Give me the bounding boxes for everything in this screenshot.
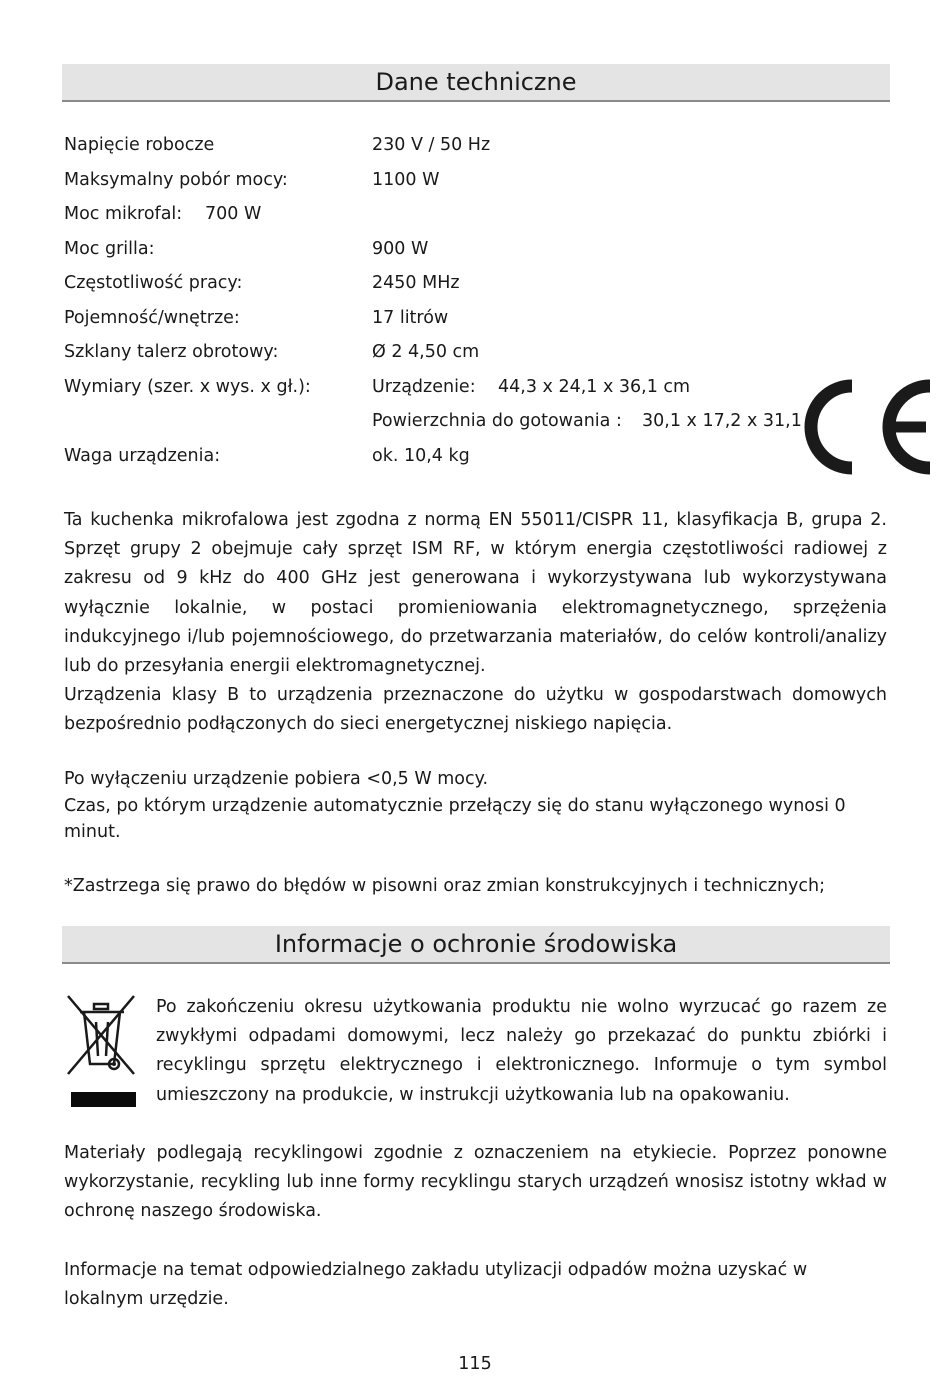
spec-sublabel: Powierzchnia do gotowania : [372,411,622,431]
spec-row [64,337,824,367]
recycling-paragraph: Materiały podlegają recyklingowi zgodnie z oznaczeniem na etykiecie. Poprzez ponowne wykorzystanie, recykling lub inne formy recyklingu starych urządzeń wnosisz istotny wkład w ochronę naszego środowiska. [64,1143,887,1222]
spec-row [64,406,824,436]
spec-value: Ø 2 4,50 cm [372,342,480,362]
spec-value: 230 V / 50 Hz [372,135,491,155]
spec-sublabel: Urządzenie: [372,377,476,397]
page-number: 115 [458,1354,492,1374]
local-office-paragraph: Informacje na temat odpowiedzialnego zakładu utylizacji odpadów można uzyskać w lokalnym urzędzie. [64,1260,808,1310]
section-title-tech: Dane techniczne [62,64,890,102]
disclaimer-note: *Zastrzega się prawo do błędów w pisowni oraz zmian konstrukcyjnych i technicznych; [64,876,826,896]
weee-paragraph: Po zakończeniu okresu użytkowania produktu nie wolno wyrzucać go razem ze zwykłymi odpadami domowymi, lecz należy go przekazać do punktu zbiórki i recyklingu sprzętu elektrycznego i elektronicznego. Informuje o tym symbol umieszczony na produkcie, w instrukcji użytkowania lub na opakowaniu. [156,997,887,1105]
spec-value: 700 W [205,204,262,224]
spec-value: ok. 10,4 kg [372,446,470,466]
spec-value: 17 litrów [372,308,449,328]
spec-row [64,303,824,333]
class-b-paragraph: Urządzenia klasy B to urządzenia przeznaczone do użytku w gospodarstwach domowych bezpośrednio podłączonych do sieci energetycznej niskiego napięcia. [64,685,887,735]
auto-off-time: Czas, po którym urządzenie automatycznie przełączy się do stanu wyłączonego wynosi 0 minut. [64,795,846,842]
spec-row [64,372,824,402]
spec-label: Moc grilla: [64,239,155,259]
compliance-paragraph: Ta kuchenka mikrofalowa jest zgodna z normą EN 55011/CISPR 11, klasyfikacja B, grupa 2. Sprzęt grupy 2 obejmuje cały sprzęt ISM RF, w którym energia częstotliwości radiowej z zakresu od 9 kHz do 400 GHz jest generowana i wykorzystywana lub wykorzystywana wyłącznie lokalnie, w postaci promieniowania elektromagnetycznego, sprzężenia indukcyjnego i/lub pojemnościowego, do przetwarzania materiałów, do celów kontroli/analizy lub do przesyłania energii elektromagnetycznej. [64,510,887,677]
spec-value: 1100 W [372,170,440,190]
spec-subvalue: 30,1 x 17,2 x 31,1 [642,411,802,431]
spec-label: Pojemność/wnętrze: [64,308,240,328]
standby-power: Po wyłączeniu urządzenie pobiera <0,5 W mocy. [64,769,489,789]
spec-row [64,130,824,160]
spec-value [372,372,691,402]
spec-row [64,234,824,264]
spec-row [64,199,824,229]
spec-row [64,441,824,471]
spec-label: Maksymalny pobór mocy: [64,170,288,190]
spec-value [372,406,802,436]
spec-label: Szklany talerz obrotowy: [64,342,279,362]
spec-label: Wymiary (szer. x wys. x gł.): [64,377,311,397]
standby-paragraph [64,766,887,846]
spec-label: Częstotliwość pracy: [64,273,243,293]
spec-value: 2450 MHz [372,273,460,293]
crossed-bin-icon [64,992,140,1112]
spec-value: 900 W [372,239,429,259]
spec-row [64,268,824,298]
spec-subvalue: 44,3 x 24,1 x 36,1 cm [498,377,691,397]
section-title-env: Informacje o ochronie środowiska [62,926,890,964]
spec-row [64,165,824,195]
spec-label: Waga urządzenia: [64,446,221,466]
spec-label: Napięcie robocze [64,135,215,155]
ce-mark-icon [800,378,940,476]
spec-label: Moc mikrofal: [64,204,183,224]
